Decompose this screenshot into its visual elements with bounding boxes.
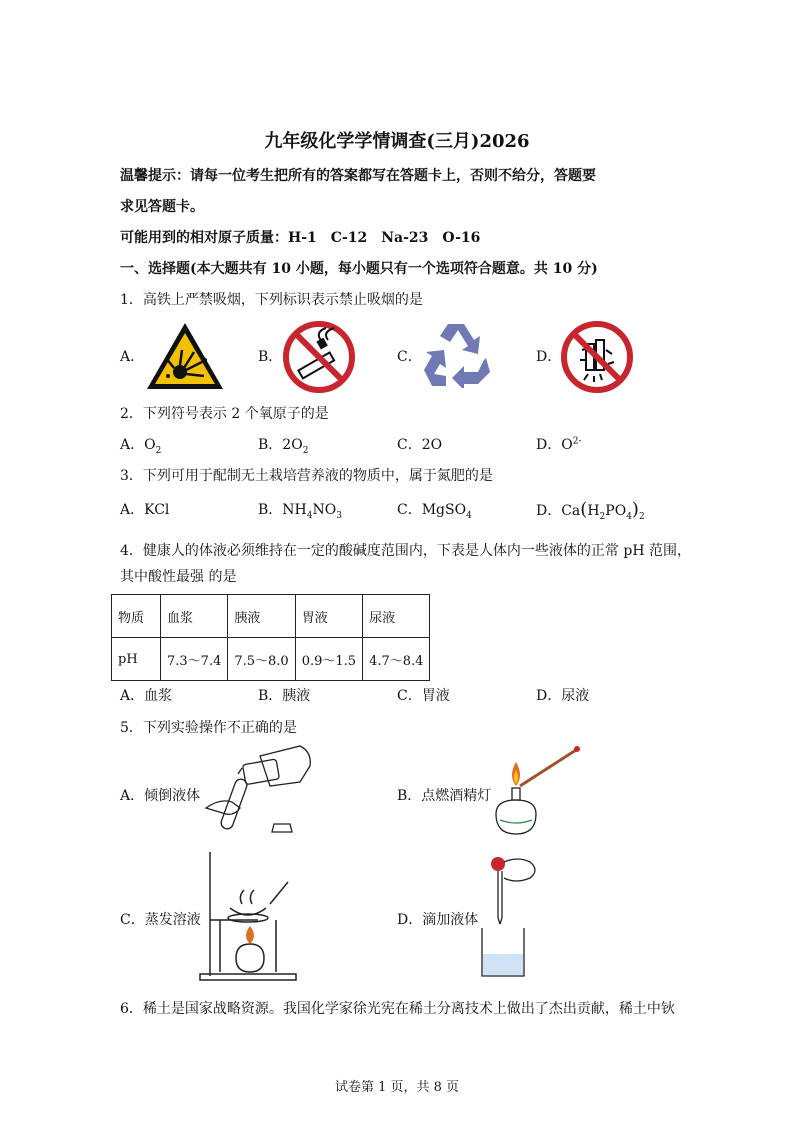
- q2-option-b: B．$2O_2$: [258, 437, 309, 456]
- lighting-alcohol-lamp-icon: [486, 744, 582, 840]
- q3-option-a: A．KCl: [120, 502, 170, 518]
- q3-option-c: C．MgSO$_4$: [397, 502, 472, 521]
- notice-line-2: 求见答题卡。: [120, 199, 204, 215]
- table-cell: 胰液: [228, 595, 295, 638]
- table-cell: 血浆: [161, 595, 228, 638]
- table-cell: 0.9～1.5: [295, 638, 362, 681]
- q1-option-d-label: D．: [536, 349, 562, 365]
- explosive-sign-icon: [144, 320, 226, 392]
- no-fireworks-sign-icon: [560, 320, 634, 394]
- dropping-liquid-icon: [476, 854, 546, 982]
- q3-option-d: D．$Ca(H_2PO_4)_2$: [536, 499, 645, 522]
- pouring-liquid-icon: [200, 742, 320, 842]
- q1-option-a-label: A．: [120, 349, 145, 365]
- q4-option-a: A．血浆: [120, 688, 173, 704]
- q1-option-b-label: B．: [258, 349, 283, 365]
- q1-stem: 1．高铁上严禁吸烟，下列标识表示禁止吸烟的是: [120, 292, 423, 308]
- recycle-sign-icon: [420, 320, 492, 388]
- table-row: [112, 595, 430, 638]
- q4-option-c: C．胃液: [397, 688, 450, 704]
- no-smoking-sign-icon: [282, 320, 356, 394]
- page-footer: 试卷第 1 页，共 8 页: [334, 1080, 460, 1095]
- q5-option-a-label: A．倾倒液体: [120, 788, 201, 804]
- q6-stem: 6．稀土是国家战略资源。我国化学家徐光宪在稀土分离技术上做出了杰出贡献，稀土中钬: [120, 1001, 675, 1017]
- evaporation-setup-icon: [196, 848, 306, 984]
- table-cell: 尿液: [363, 595, 430, 638]
- table-cell: 7.3～7.4: [161, 638, 228, 681]
- table-row: [112, 638, 430, 681]
- page-title: 九年级化学学情调查(三月)2026: [264, 131, 530, 152]
- q3-option-b: B．$NH_4NO_3$: [258, 502, 342, 521]
- q5-option-d-label: D．滴加液体: [397, 912, 479, 928]
- notice-line-1: 温馨提示：请每一位考生把所有的答案都写在答题卡上，否则不给分，答题要: [120, 168, 596, 184]
- q2-stem: 2．下列符号表示 2 个氧原子的是: [120, 406, 329, 422]
- table-cell: pH: [112, 638, 161, 681]
- section-heading: 一、选择题(本大题共有 10 小题，每小题只有一个选项符合题意。共 10 分): [120, 261, 598, 277]
- q4-option-b: B．胰液: [258, 688, 311, 704]
- ph-table: [111, 594, 430, 681]
- table-cell: 7.5～8.0: [228, 638, 295, 681]
- q2-option-d: D．$O^{2-}$: [536, 436, 582, 453]
- q3-stem: 3．下列可用于配制无土栽培营养液的物质中，属于氮肥的是: [120, 468, 493, 484]
- q2-option-c: C．2O: [397, 437, 443, 453]
- q5-option-c-label: C．蒸发溶液: [120, 912, 201, 928]
- q2-option-a: A．$O_2$: [120, 437, 162, 456]
- q4-stem-line-1: 4．健康人的体液必须维持在一定的酸碱度范围内，下表是人体内一些液体的正常 pH 范围，: [120, 543, 691, 559]
- q4-option-d: D．尿液: [536, 688, 590, 704]
- atomic-mass-line: 可能用到的相对原子质量：H-1 C-12 Na-23 O-16: [120, 230, 481, 246]
- q5-option-b-label: B．点燃酒精灯: [397, 788, 492, 804]
- table-cell: 物质: [112, 595, 161, 638]
- q1-option-c-label: C．: [397, 349, 422, 365]
- table-cell: 4.7～8.4: [363, 638, 430, 681]
- q4-stem-line-2: 其中酸性最强 的是: [120, 569, 237, 585]
- table-cell: 胃液: [295, 595, 362, 638]
- q5-stem: 5．下列实验操作不正确的是: [120, 720, 297, 736]
